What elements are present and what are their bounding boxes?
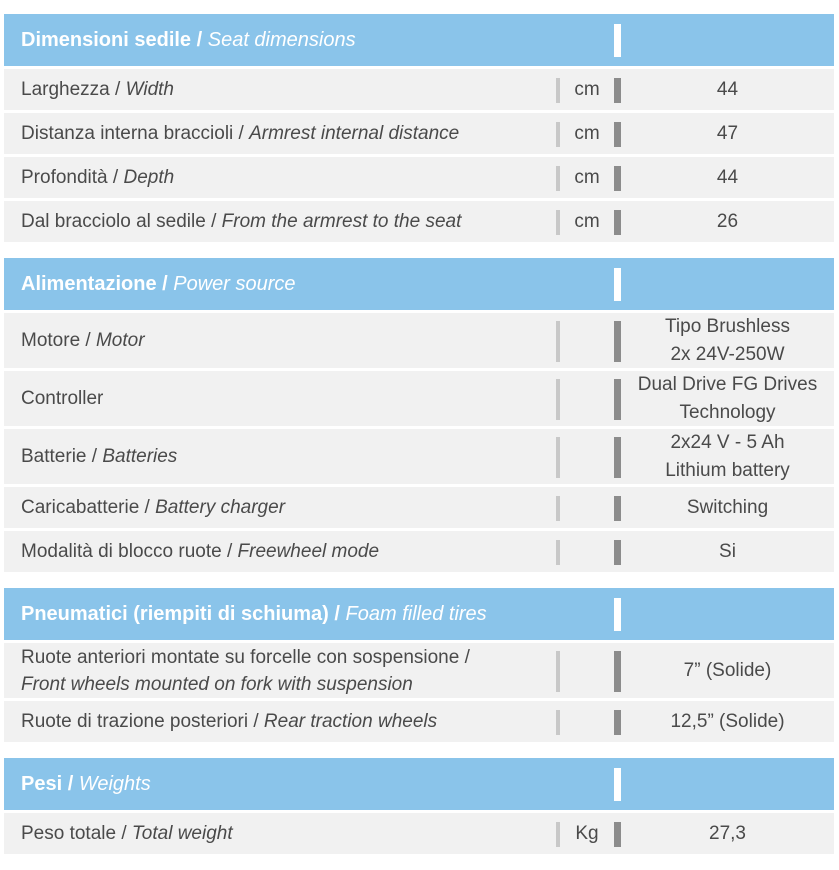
section-header	[4, 588, 834, 640]
column-divider	[614, 210, 621, 235]
section-power-source	[4, 258, 834, 572]
column-divider	[614, 437, 621, 478]
table-row	[4, 528, 834, 572]
row-label: Modalità di blocco ruote / Freewheel mode	[21, 541, 380, 562]
column-divider	[556, 321, 560, 362]
column-divider	[614, 710, 621, 735]
row-label: Peso totale / Total weight	[21, 823, 233, 844]
section-header	[4, 258, 834, 310]
table-row	[4, 426, 834, 484]
row-label: Dal bracciolo al sedile / From the armrest to the seat	[21, 211, 462, 232]
row-value: 44	[716, 78, 739, 100]
row-value: 7” (Solide)	[683, 659, 772, 681]
table-row	[4, 640, 834, 698]
row-label: Controller	[21, 388, 104, 409]
row-value: 44	[716, 166, 739, 188]
header-divider	[614, 768, 621, 801]
table-row	[4, 484, 834, 528]
row-unit: cm	[574, 210, 600, 232]
row-label: Ruote anteriori montate su forcelle con sospensione / Front wheels mounted on fork with suspension	[21, 646, 470, 695]
table-row	[4, 698, 834, 742]
row-value: 47	[716, 122, 739, 144]
row-value: 12,5” (Solide)	[670, 710, 785, 732]
header-divider	[614, 598, 621, 631]
row-value: 27,3	[709, 822, 746, 844]
table-row	[4, 66, 834, 110]
section-title: Dimensioni sedile / Seat dimensions	[21, 28, 356, 51]
table-row	[4, 154, 834, 198]
row-value: Dual Drive FG Drives Technology	[637, 373, 818, 423]
row-label: Larghezza / Width	[21, 79, 174, 100]
row-value: Tipo Brushless 2x 24V-250W	[665, 315, 790, 365]
column-divider	[614, 166, 621, 191]
column-divider	[614, 321, 621, 362]
column-divider	[556, 540, 560, 565]
row-unit: cm	[574, 122, 600, 144]
column-divider	[614, 540, 621, 565]
column-divider	[614, 78, 621, 103]
section-foam-filled-tires	[4, 588, 834, 742]
row-label: Batterie / Batteries	[21, 446, 178, 467]
row-label: Ruote di trazione posteriori / Rear traction wheels	[21, 711, 438, 732]
table-row	[4, 310, 834, 368]
section-weights	[4, 758, 834, 854]
table-row	[4, 198, 834, 242]
table-row	[4, 810, 834, 854]
row-label: Distanza interna braccioli / Armrest internal distance	[21, 123, 460, 144]
section-header	[4, 14, 834, 66]
row-label: Caricabatterie / Battery charger	[21, 497, 286, 518]
row-label: Motore / Motor	[21, 330, 145, 351]
row-unit: cm	[574, 166, 600, 188]
row-value: 2x24 V - 5 Ah Lithium battery	[665, 431, 790, 481]
section-title: Alimentazione / Power source	[21, 272, 296, 295]
section-title: Pneumatici (riempiti di schiuma) / Foam filled tires	[21, 602, 487, 625]
column-divider	[614, 379, 621, 420]
header-divider	[614, 268, 621, 301]
column-divider	[614, 651, 621, 692]
spec-sheet	[4, 14, 834, 870]
column-divider	[556, 496, 560, 521]
row-value: 26	[716, 210, 739, 232]
row-label: Profondità / Depth	[21, 167, 175, 188]
column-divider	[614, 822, 621, 847]
section-title: Pesi / Weights	[21, 772, 151, 795]
row-unit: Kg	[575, 822, 599, 844]
table-row	[4, 110, 834, 154]
column-divider	[556, 437, 560, 478]
section-seat-dimensions	[4, 14, 834, 242]
column-divider	[614, 496, 621, 521]
row-value: Switching	[686, 496, 769, 518]
column-divider	[614, 122, 621, 147]
column-divider	[556, 651, 560, 692]
column-divider	[556, 379, 560, 420]
section-header	[4, 758, 834, 810]
row-value: Si	[719, 540, 736, 562]
table-row	[4, 368, 834, 426]
row-unit: cm	[574, 78, 600, 100]
header-divider	[614, 24, 621, 57]
column-divider	[556, 710, 560, 735]
